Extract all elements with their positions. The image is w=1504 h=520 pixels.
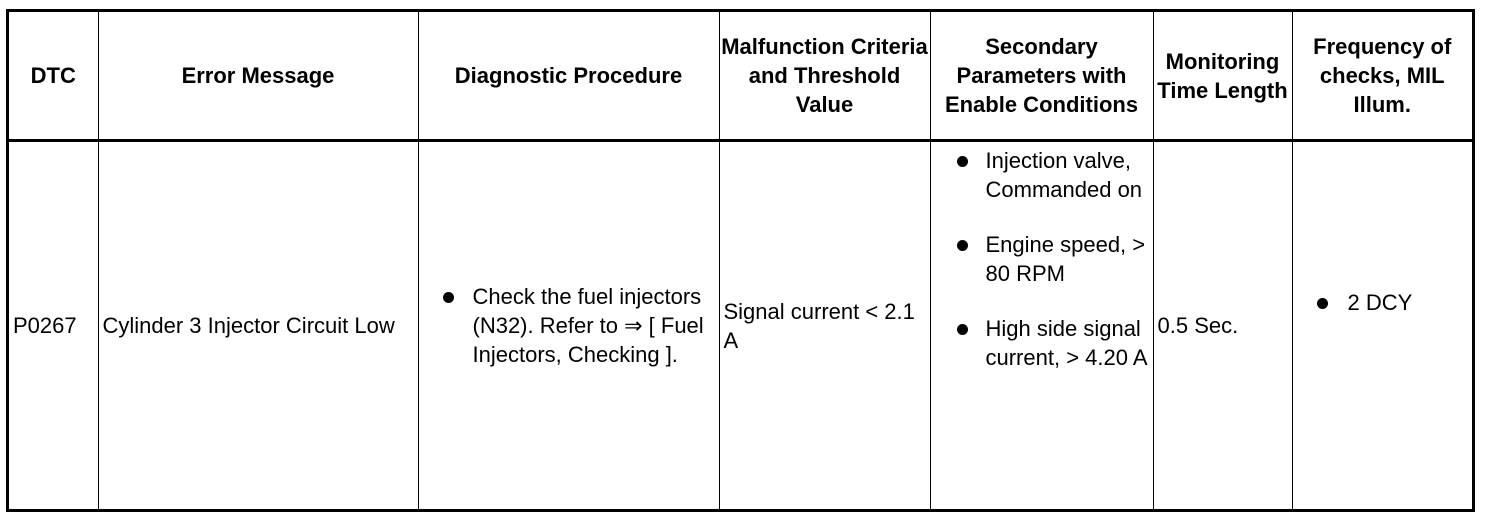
header-row: [9, 12, 1472, 141]
header-dtc: DTC: [9, 12, 98, 141]
bullet-icon: [443, 292, 454, 303]
cell-monitoring-time: 0.5 Sec.: [1153, 141, 1292, 510]
header-diagnostic-procedure: Diagnostic Procedure: [418, 12, 719, 141]
header-error-message: Error Message: [98, 12, 418, 141]
secondary-param-text: High side signal current, > 4.20 A: [985, 316, 1148, 370]
secondary-param-text: Engine speed, > 80 RPM: [985, 232, 1146, 286]
list-item: [1297, 288, 1473, 317]
cell-frequency: [1292, 141, 1472, 510]
header-secondary-parameters: Secondary Parameters with Enable Conditions: [930, 12, 1153, 141]
frequency-text: 2 DCY: [1347, 290, 1413, 315]
bullet-icon: [1317, 298, 1328, 309]
cell-diagnostic-procedure: [418, 141, 719, 510]
cell-secondary-parameters: [930, 141, 1153, 510]
secondary-param-text: Injection valve, Commanded on: [985, 148, 1143, 202]
bullet-icon: [957, 324, 968, 335]
cell-dtc: P0267: [9, 141, 98, 510]
list-item: [935, 230, 1153, 288]
table-row: [9, 141, 1472, 510]
dtc-table: [9, 12, 1472, 509]
bullet-icon: [957, 156, 968, 167]
list-item: [423, 282, 719, 369]
bullet-icon: [957, 240, 968, 251]
procedure-text: Check the fuel injectors (N32). Refer to ⇒ [ Fuel Injectors, Checking ].: [472, 284, 704, 367]
header-malfunction-criteria: Malfunction Criteria and Threshold Value: [719, 12, 930, 141]
cell-malfunction-criteria: Signal current < 2.1 A: [719, 141, 930, 510]
header-frequency: Frequency of checks, MIL Illum.: [1292, 12, 1472, 141]
list-item: [935, 146, 1153, 204]
list-item: [935, 314, 1153, 372]
dtc-table-frame: [6, 9, 1475, 512]
header-monitoring-time: Monitoring Time Length: [1153, 12, 1292, 141]
cell-error-message: Cylinder 3 Injector Circuit Low: [98, 141, 418, 510]
